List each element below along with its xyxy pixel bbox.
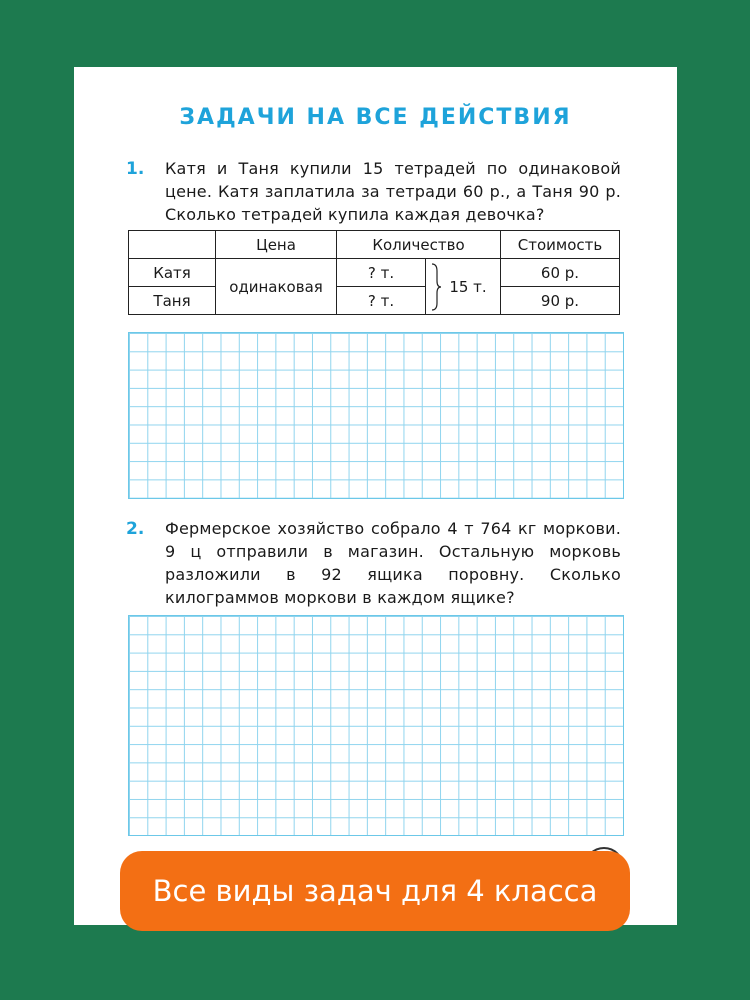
row-cost-katya: 60 р. [501, 259, 620, 287]
row-name-katya: Катя [129, 259, 216, 287]
row-quantity-katya: ? т. [337, 259, 426, 287]
promo-banner: Все виды задач для 4 класса [120, 851, 630, 931]
table-row [129, 287, 620, 315]
table-header-row [129, 231, 620, 259]
task1-table [128, 230, 620, 315]
table-row [129, 259, 620, 287]
row-quantity-tanya: ? т. [337, 287, 426, 315]
total-quantity: 15 т. [449, 277, 487, 296]
task1-text: Катя и Таня купили 15 тетрадей по одинаковой цене. Катя заплатила за тетради 60 р., а Таня 90 р. Сколько тетрадей купила каждая девочка? [165, 159, 621, 224]
task2-text: Фермерское хозяйство собрало 4 т 764 кг моркови. 9 ц отправили в магазин. Остальную морковь разложили в 92 ящика поровну. Сколько килограммов моркови в каждом ящике? [165, 519, 621, 607]
brace-icon [430, 263, 442, 311]
table-header-cost: Стоимость [501, 231, 620, 259]
table-header-quantity: Количество [337, 231, 501, 259]
task2-number: 2. [126, 519, 145, 539]
row-name-tanya: Таня [129, 287, 216, 315]
task2-answer-grid [128, 615, 624, 836]
task1-answer-grid [128, 332, 624, 499]
table-header-empty [129, 231, 216, 259]
total-cell [426, 259, 501, 315]
row-cost-tanya: 90 р. [501, 287, 620, 315]
workbook-page [74, 67, 677, 925]
price-cell: одинаковая [216, 259, 337, 315]
task1-number: 1. [126, 159, 145, 179]
page-title: ЗАДАЧИ НА ВСЕ ДЕЙСТВИЯ [179, 105, 572, 130]
table-header-price: Цена [216, 231, 337, 259]
